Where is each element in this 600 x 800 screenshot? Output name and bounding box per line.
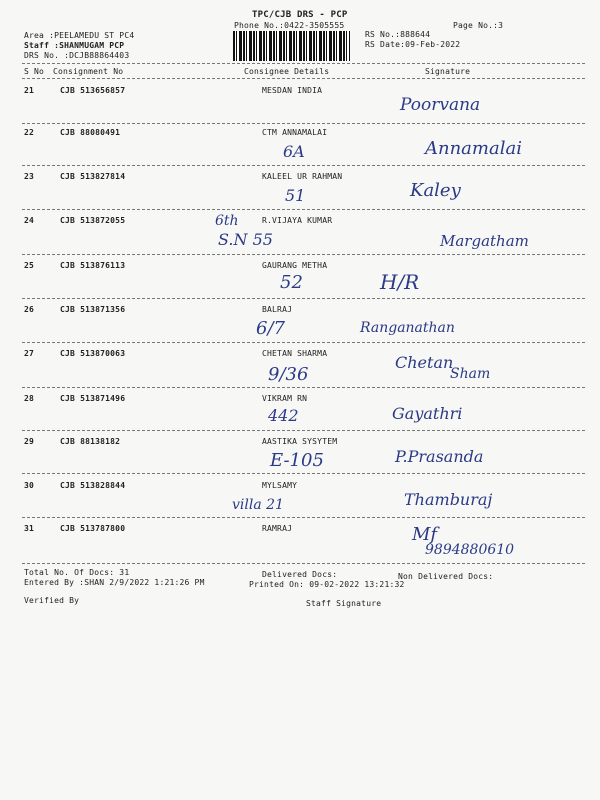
divider	[22, 254, 585, 255]
row-sno: 21	[24, 86, 35, 95]
row-note: 6A	[283, 142, 305, 161]
page-number: Page No.:3	[453, 21, 504, 30]
row-signature-2: Sham	[450, 366, 491, 382]
document-title: TPC/CJB DRS - PCP	[252, 10, 348, 20]
rs-date: RS Date:09-Feb-2022	[365, 40, 461, 49]
col-signature: Signature	[425, 67, 471, 76]
row-consignment: CJB 88080491	[60, 128, 121, 137]
row-signature: Annamalai	[425, 138, 522, 159]
row-signature: Mf	[412, 524, 438, 545]
row-signature: H/R	[380, 270, 420, 294]
col-sno: S No	[24, 67, 45, 76]
staff: Staff :SHANMUGAM PCP	[24, 41, 125, 50]
row-consignment: CJB 513828844	[60, 481, 126, 490]
row-sno: 24	[24, 216, 35, 225]
divider	[22, 165, 585, 166]
divider	[22, 473, 585, 474]
row-consignment: CJB 513656857	[60, 86, 126, 95]
divider	[22, 63, 585, 64]
row-consignee: GAURANG METHA	[262, 261, 328, 270]
row-consignee: MESDAN INDIA	[262, 86, 323, 95]
phone-number: Phone No.:0422-3505555	[234, 21, 345, 30]
row-consignment: CJB 513871496	[60, 394, 126, 403]
row-signature: Thamburaj	[404, 490, 493, 509]
row-signature: Poorvana	[400, 95, 481, 115]
row-consignment: CJB 513876113	[60, 261, 126, 270]
row-consignment: CJB 513871356	[60, 305, 126, 314]
divider	[22, 517, 585, 518]
col-consignee: Consignee Details	[244, 67, 330, 76]
row-consignee: RAMRAJ	[262, 524, 293, 533]
row-signature: Ranganathan	[360, 320, 455, 336]
row-sno: 25	[24, 261, 35, 270]
row-sno: 28	[24, 394, 35, 403]
row-sno: 31	[24, 524, 35, 533]
row-note: 51	[285, 186, 306, 205]
row-sno: 26	[24, 305, 35, 314]
barcode	[233, 31, 350, 61]
row-consignment: CJB 513827814	[60, 172, 126, 181]
row-sno: 29	[24, 437, 35, 446]
divider	[22, 342, 585, 343]
row-sno: 30	[24, 481, 35, 490]
row-consignee: VIKRAM RN	[262, 394, 308, 403]
row-note: 6/7	[256, 318, 285, 339]
row-note: E-105	[270, 450, 324, 471]
divider	[22, 430, 585, 431]
divider	[22, 387, 585, 388]
row-note-2: S.N 55	[218, 230, 273, 249]
non-delivered-docs: Non Delivered Docs:	[398, 572, 494, 581]
total-docs: Total No. Of Docs: 31	[24, 568, 130, 577]
row-consignment: CJB 88138182	[60, 437, 121, 446]
row-consignment: CJB 513787800	[60, 524, 126, 533]
divider	[22, 123, 585, 124]
row-consignee: KALEEL UR RAHMAN	[262, 172, 343, 181]
row-consignment: CJB 513872055	[60, 216, 126, 225]
row-signature: Gayathri	[392, 404, 463, 423]
row-note: 6th	[215, 213, 239, 229]
drs-number: DRS No. :DCJB88864403	[24, 51, 130, 60]
divider	[22, 209, 585, 210]
staff-signature: Staff Signature	[306, 599, 382, 608]
row-signature-2: 9894880610	[425, 542, 515, 558]
row-consignee: AASTIKA SYSYTEM	[262, 437, 338, 446]
delivered-docs: Delivered Docs:	[262, 570, 338, 579]
rs-number: RS No.:888644	[365, 30, 431, 39]
entered-by: Entered By :SHAN 2/9/2022 1:21:26 PM	[24, 578, 205, 587]
row-consignment: CJB 513870063	[60, 349, 126, 358]
divider	[22, 298, 585, 299]
row-signature: Margatham	[440, 232, 529, 250]
row-consignee: R.VIJAYA KUMAR	[262, 216, 333, 225]
row-note: 442	[268, 406, 299, 425]
divider	[22, 563, 585, 564]
row-signature: P.Prasanda	[395, 447, 484, 466]
row-consignee: MYLSAMY	[262, 481, 298, 490]
row-consignee: BALRAJ	[262, 305, 293, 314]
divider	[22, 78, 585, 79]
row-sno: 22	[24, 128, 35, 137]
row-note: villa 21	[232, 497, 284, 513]
area: Area :PEELAMEDU ST PC4	[24, 31, 135, 40]
row-consignee: CTM ANNAMALAI	[262, 128, 328, 137]
printed-on: Printed On: 09-02-2022 13:21:32	[249, 580, 405, 589]
row-signature: Chetan	[395, 353, 454, 372]
row-sno: 23	[24, 172, 35, 181]
row-sno: 27	[24, 349, 35, 358]
verified-by: Verified By	[24, 596, 80, 605]
col-consignment: Consignment No	[53, 67, 124, 76]
row-note: 52	[280, 272, 303, 293]
row-note: 9/36	[268, 364, 309, 385]
row-consignee: CHETAN SHARMA	[262, 349, 328, 358]
row-signature: Kaley	[410, 180, 461, 201]
